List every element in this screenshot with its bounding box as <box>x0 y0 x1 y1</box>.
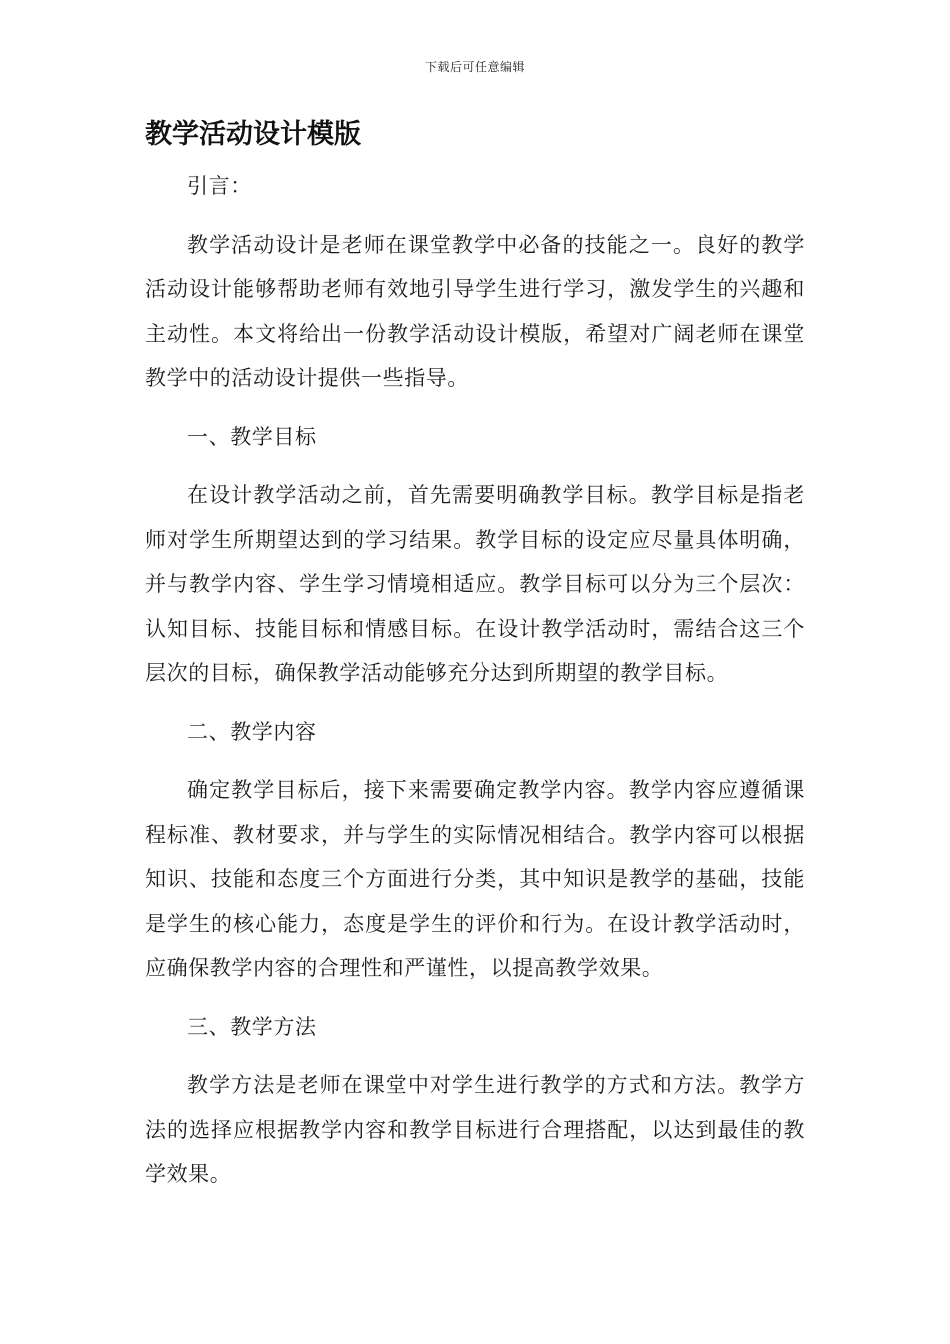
section-heading-intro: 引言： <box>187 174 252 198</box>
paragraph-intro: 教学活动设计是老师在课堂教学中必备的技能之一。良好的教学活动设计能够帮助老师有效地引导学生进行学习，激发学生的兴趣和主动性。本文将给出一份教学活动设计模版，希望对广阔老师在课堂教学中的活动设计提供一些指导。 <box>145 232 805 390</box>
header-note: 下载后可任意编辑 <box>424 60 525 74</box>
document-title: 教学活动设计模版 <box>145 119 361 150</box>
paragraph-content: 确定教学目标后，接下来需要确定教学内容。教学内容应遵循课程标准、教材要求，并与学生的实际情况相结合。教学内容可以根据知识、技能和态度三个方面进行分类，其中知识是教学的基础，技能是学生的核心能力，态度是学生的评价和行为。在设计教学活动时，应确保教学内容的合理性和严谨性，以提高教学效果。 <box>145 778 805 980</box>
section-heading-content: 二、教学内容 <box>187 719 317 744</box>
document-body <box>145 112 805 1211</box>
paragraph-methods: 教学方法是老师在课堂中对学生进行教学的方式和方法。教学方法的选择应根据教学内容和教学目标进行合理搭配，以达到最佳的教学效果。 <box>145 1073 805 1186</box>
paragraph-goals: 在设计教学活动之前，首先需要明确教学目标。教学目标是指老师对学生所期望达到的学习结果。教学目标的设定应尽量具体明确，并与教学内容、学生学习情境相适应。教学目标可以分为三个层次：认知目标、技能目标和情感目标。在设计教学活动时，需结合这三个层次的目标，确保教学活动能够充分达到所期望的教学目标。 <box>145 483 805 685</box>
section-heading-methods: 三、教学方法 <box>187 1014 317 1039</box>
section-heading-goals: 一、教学目标 <box>187 424 317 449</box>
